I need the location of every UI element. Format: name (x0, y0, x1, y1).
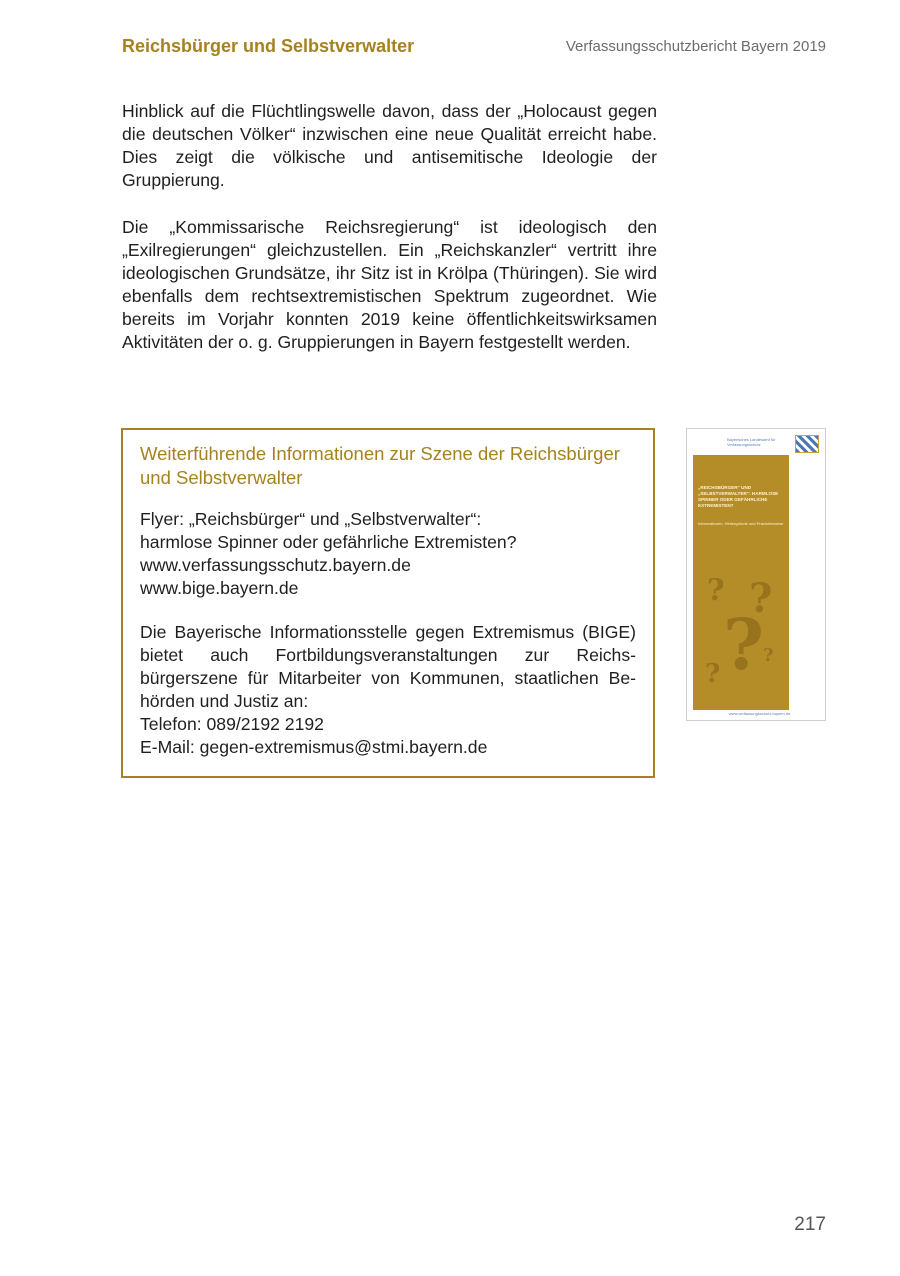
question-mark-icon: ? (705, 659, 721, 689)
body-paragraph-2: Die „Kommissarische Reichsregierung“ ist ideologisch den „Exilregierungen“ gleichzustellen. Ein „Reichskanzler“ vertritt ihre ideologischen Grundsätze, ihr Sitz ist in Krölpa (Thüringen). Sie wird ebenfalls dem rechtsextremistischen Spektrum zugeordnet. Wie bereits im Vorjahr konnten 2019 keine öffentlichkeitswirksamen Aktivitäten der o. g. Gruppierungen in Bayern festgestellt werden. (122, 217, 657, 352)
question-mark-icon: ? (749, 575, 773, 622)
question-mark-icon: ? (763, 645, 774, 666)
flyer-heading: „REICHSBÜRGER“ UND „SELBSTVERWALTER“: HARMLOSE SPINNER ODER GEFÄHRLICHE EXTREMISTEN? (698, 485, 779, 508)
question-mark-icon: ? (707, 573, 725, 608)
flyer-cover-panel (693, 455, 789, 710)
bavarian-coat-of-arms-icon (795, 435, 819, 453)
body-paragraph-1: Hinblick auf die Flüchtlingswelle davon, dass der „Holocaust gegen die deutschen Völker“ inzwischen eine neue Qualität erreicht habe. Dies zeigt die völkische und antisemitische Ideologie der Gruppierung. (122, 101, 657, 190)
further-information-box (121, 428, 655, 778)
flyer-publisher: Bayerisches Landesamt für Verfassungsschutz (727, 437, 776, 447)
report-title: Verfassungsschutzbericht Bayern 2019 (565, 38, 826, 55)
flyer-subheading: Informationen, Hintergründe und Praxishinweise (698, 521, 784, 526)
flyer-thumbnail (686, 428, 826, 721)
bige-description: Die Bayerische Informationsstelle gegen Extremismus (BIGE) bietet auch Fortbildungsveranstaltungen zur Reichsbürgerszene für Mitarbeiter von Kommunen, staatlichen Behörden und Justiz an: (140, 622, 636, 711)
email-address[interactable]: E-Mail: gegen-extremismus@stmi.bayern.de (140, 737, 488, 757)
question-mark-icon: ? (723, 603, 765, 686)
link-verfassungsschutz[interactable]: www.verfassungsschutz.bayern.de (140, 555, 411, 575)
section-title: Reichsbürger und Selbstverwalter (122, 36, 415, 56)
flyer-url: www.verfassungsschutz.bayern.de (728, 711, 791, 716)
phone-number: Telefon: 089/2192 2192 (140, 714, 324, 734)
page-number: 217 (794, 1214, 826, 1235)
flyer-label: Flyer: „Reichsbürger“ und „Selbstverwalter“: (140, 509, 482, 529)
info-box-title: Weiterführende Informationen zur Szene der Reichsbürger und Selbstverwalter (140, 443, 620, 488)
flyer-subtitle: harmlose Spinner oder gefährliche Extremisten? (140, 532, 517, 552)
link-bige[interactable]: www.bige.bayern.de (140, 578, 299, 598)
